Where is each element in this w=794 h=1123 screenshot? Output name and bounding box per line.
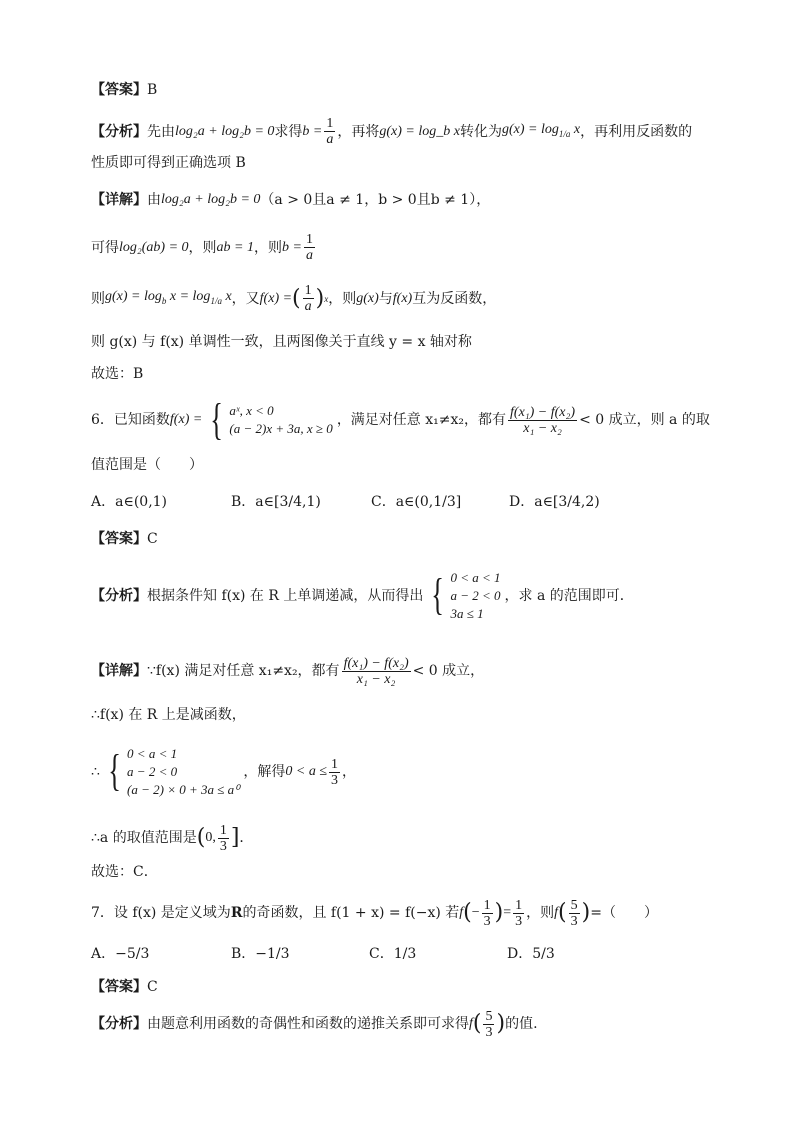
detail-label: 【详解】 — [91, 663, 147, 679]
text: （a > 0且a ≠ 1，b > 0且b ≠ 1）， — [260, 192, 491, 208]
option-d[interactable]: D．5/3 — [507, 946, 555, 962]
q6-detail-line — [91, 656, 754, 686]
text: ，再将 — [337, 123, 380, 140]
math: log₂a + log₂b = 0 — [175, 123, 275, 139]
piece-row: aˣ, x < 0 — [229, 403, 274, 418]
text: 由 — [147, 192, 161, 208]
q5-choose — [91, 364, 754, 384]
system-2: { 0 < a < 1 a − 2 < 0 (a − 2) × 0 + 3a ≤ a⁰ — [108, 746, 240, 797]
fraction: $\frac{1}{a}$ — [304, 283, 312, 314]
fraction: $\frac{1}{3}$ — [331, 756, 339, 788]
math: − — [471, 905, 480, 920]
q5-answer-line — [91, 80, 754, 100]
paren: ( — [463, 900, 472, 925]
math: f — [554, 905, 559, 920]
math: $g(x) = \log_b x = \log_{1/a} x$ — [105, 288, 232, 306]
text: < 0 成立，则 a 的取 — [579, 412, 710, 428]
q7-stem-line — [91, 897, 754, 929]
option-a[interactable]: A．−5/3 — [91, 946, 150, 962]
math: R — [230, 905, 243, 921]
text: < 0 成立， — [412, 663, 485, 679]
option-c[interactable]: C．1/3 — [369, 946, 417, 962]
text: ， — [342, 764, 357, 780]
text: ，满足对任意 x₁≠x₂，都有 — [336, 412, 507, 428]
text: 转化为 — [459, 123, 502, 140]
analysis-label: 【分析】 — [91, 1016, 147, 1032]
math: f — [459, 905, 464, 920]
option-c[interactable]: C．a∈(0,1/3] — [371, 494, 462, 510]
text: 的奇函数，且 f(1 + x) = f(−x) 若 — [242, 905, 460, 921]
math: b = — [281, 239, 302, 255]
fraction: $\frac{1}{3}$ — [483, 897, 491, 929]
q5-detail-line4 — [91, 332, 754, 352]
detail-label: 【详解】 — [91, 192, 147, 208]
text: ． — [239, 830, 254, 846]
fraction: $\frac{1}{a}$ — [326, 116, 334, 147]
text: ，再利用反函数的 — [580, 123, 693, 140]
q5-detail-line3: 则 $g(x) = \log_b x = \log_{1/a} x$ ，又 f(x) = ( $\frac{1}{a}$ ) x ，则 g(x) 与 f(x) 互为反函数， — [91, 283, 497, 314]
therefore: ∴ — [91, 764, 100, 780]
math: f(x) = — [259, 290, 293, 306]
fraction: $\frac{1}{3}$ — [515, 897, 523, 929]
math: f(x) — [392, 290, 413, 306]
q6-stem-line2 — [91, 455, 754, 475]
math: = — [503, 905, 512, 920]
q6-choose — [91, 862, 754, 882]
q5-analysis-line — [91, 116, 754, 147]
paren: ) — [581, 900, 591, 925]
text: 性质即可得到正确选项 B — [91, 155, 246, 171]
option-b[interactable]: B．−1/3 — [231, 946, 290, 962]
q5-analysis-line2 — [91, 153, 754, 173]
text: 与 — [378, 290, 393, 307]
q6-analysis-line — [91, 570, 754, 622]
text: ，则 — [328, 290, 357, 307]
q7-answer-value: C — [147, 979, 158, 995]
piecewise: { aˣ, x < 0 (a − 2)x + 3a, x ≥ 0 — [210, 395, 333, 444]
fraction: $\frac{\text{f(x₁) − f(x₂)}}{\text{x₁ − x₂}}$ — [343, 655, 409, 687]
math: 0, — [205, 830, 216, 845]
option-d[interactable]: D．a∈[3/4,2) — [509, 494, 600, 510]
math: f — [469, 1016, 473, 1031]
paren: ) — [496, 1011, 506, 1036]
q6-detail-line3 — [91, 746, 754, 798]
text: 故选：B — [91, 366, 144, 382]
q6-options — [91, 492, 754, 512]
text: 求得 — [274, 123, 303, 140]
q5-detail-line2 — [91, 232, 754, 263]
text: ，则 — [188, 239, 217, 256]
text: ，又 — [231, 290, 260, 307]
math: log₂(ab) = 0 — [119, 239, 189, 255]
q7-analysis-line — [91, 1008, 754, 1040]
q7-answer-line — [91, 977, 754, 997]
math: 0 < a ≤ — [285, 764, 328, 779]
fraction: $\frac{5}{3}$ — [485, 1008, 493, 1040]
text: ，解得 — [243, 764, 286, 780]
math: g(x) — [356, 290, 379, 306]
text: 根据条件知 f(x) 在 R 上单调递减，从而得出 — [147, 588, 424, 604]
answer-label: 【答案】 — [91, 531, 147, 547]
paren: ( — [558, 900, 567, 925]
q6-detail-line4 — [91, 822, 754, 854]
text: 可得 — [91, 239, 119, 256]
q6-stem-line — [91, 395, 754, 444]
math: g(x) = log_b x — [379, 123, 460, 139]
paren: ] — [230, 825, 240, 850]
math: f(x) = — [169, 412, 203, 427]
text: ，则 — [253, 239, 282, 256]
system-1: { 0 < a < 1 a − 2 < 0 3a ≤ 1 — [431, 570, 501, 621]
answer-label: 【答案】 — [91, 979, 147, 995]
q5-detail-line — [91, 190, 754, 210]
text: 6．已知函数 — [91, 412, 170, 428]
paren: ( — [292, 285, 301, 311]
paren: ( — [472, 1011, 482, 1036]
q7-options — [91, 939, 754, 969]
text: =（ ） — [590, 905, 658, 921]
analysis-label: 【分析】 — [91, 123, 147, 140]
piece-row: (a − 2)x + 3a, x ≥ 0 — [229, 421, 333, 436]
text: 由题意利用函数的奇偶性和函数的递推关系即可求得 — [147, 1016, 469, 1032]
text: 则 g(x) 与 f(x) 单调性一致，且两图像关于直线 y = x 轴对称 — [91, 334, 472, 350]
fraction: $\frac{1}{3}$ — [219, 822, 227, 854]
text: ∴f(x) 在 R 上是减函数， — [91, 707, 246, 723]
q6-answer-line — [91, 529, 754, 549]
text: 的值. — [505, 1016, 538, 1032]
math: ab = 1 — [216, 239, 254, 255]
text: 故选：C． — [91, 864, 158, 880]
q6-answer-value: C — [147, 531, 158, 547]
text: ∵f(x) 满足对任意 x₁≠x₂，都有 — [147, 663, 340, 679]
text: 则 — [91, 290, 105, 307]
q5-answer-value: B — [147, 82, 158, 98]
math: $g(x) = \log_{1/a} x$ — [501, 121, 581, 139]
text: 7．设 f(x) 是定义域为 — [91, 905, 231, 921]
fraction: $\frac{1}{a}$ — [305, 232, 313, 263]
paren: ) — [494, 900, 504, 925]
analysis-label: 【分析】 — [91, 588, 147, 604]
fraction: $\frac{\text{f(x₁) − f(x₂)}}{\text{x₁ − x₂}}$ — [510, 404, 576, 436]
option-a[interactable]: A．a∈(0,1) — [91, 494, 168, 510]
paren: ) — [315, 285, 325, 311]
paren: ( — [196, 825, 206, 850]
text: 先由 — [147, 123, 175, 140]
option-b[interactable]: B．a∈[3/4,1) — [231, 494, 321, 510]
text: ∴a 的取值范围是 — [91, 830, 197, 846]
text: ，则 — [526, 905, 555, 921]
text: 值范围是（ ） — [91, 457, 203, 473]
q6-detail-line2 — [91, 705, 754, 725]
answer-label: 【答案】 — [91, 82, 147, 98]
math: b = — [302, 123, 323, 139]
math: log₂a + log₂b = 0 — [161, 192, 261, 207]
fraction: $\frac{5}{3}$ — [570, 897, 578, 929]
text: 互为反函数， — [412, 290, 497, 307]
text: ，求 a 的范围即可． — [504, 588, 634, 604]
